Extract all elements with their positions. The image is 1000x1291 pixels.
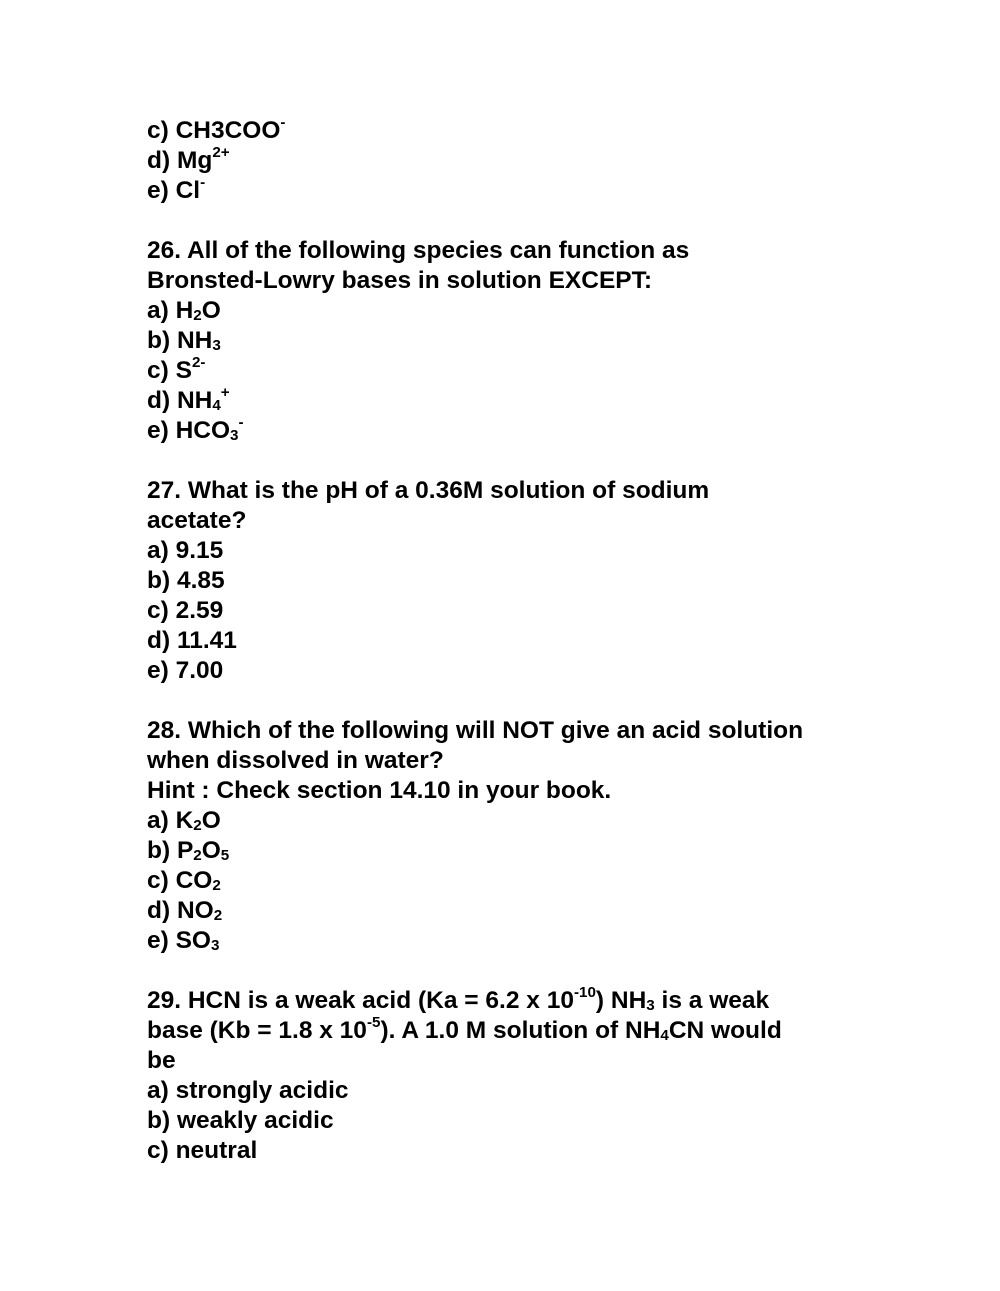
option-letter: d) [147,387,177,414]
answer-option [147,596,907,626]
text-run: 2.59 [175,597,224,624]
spacer [147,446,907,476]
question-26 [147,236,907,446]
text-run: HCO [175,417,231,444]
option-letter: c) [147,357,176,384]
option-letter: a) [147,807,176,834]
question-26-stem-line-1: 26. All of the following species can function as [147,237,690,264]
answer-option [147,836,907,866]
subscript: 2 [193,847,202,865]
subscript: 2 [213,907,223,925]
text-run: K [175,807,194,834]
question-29 [147,986,907,1166]
text-run: Cl [175,177,201,204]
text-run: H [175,297,194,324]
option-letter: a) [147,537,176,564]
answer-option [147,116,907,146]
stem-line [147,986,907,1016]
subscript: 3 [230,427,239,445]
option-letter: d) [147,897,177,924]
text-run: 9.15 [175,537,224,564]
subscript: 4 [660,1027,669,1045]
text-run: 11.41 [176,627,237,654]
text-run: strongly acidic [175,1077,349,1104]
superscript: -10 [573,984,596,1002]
answer-option [147,1136,907,1166]
text-run: NH [176,327,213,354]
option-letter: b) [147,567,177,594]
subscript: 3 [646,997,655,1015]
text-run: 4.85 [176,567,225,594]
option-letter: a) [147,297,176,324]
text-run: CH3COO [175,117,281,144]
option-letter: a) [147,1077,176,1104]
option-letter: e) [147,417,176,444]
worksheet-page [147,116,907,1166]
option-letter: c) [147,117,176,144]
text-run: 29. HCN is a weak acid (Ka = 6.2 x 10 [147,987,574,1014]
superscript: - [238,414,244,432]
option-letter: b) [147,1107,177,1134]
text-run: NO [176,897,214,924]
question-28-options [147,806,907,956]
option-letter: d) [147,627,177,654]
superscript: - [280,114,286,132]
text-run: 7.00 [175,657,224,684]
question-28 [147,716,907,956]
answer-option [147,656,907,686]
answer-option [147,386,907,416]
superscript: - [200,174,206,192]
option-letter: d) [147,147,177,174]
subscript: 3 [212,337,221,355]
text-run: O [201,807,221,834]
option-letter: b) [147,837,177,864]
stem-line [147,1016,907,1046]
question-26-options [147,296,907,446]
option-letter: c) [147,867,176,894]
option-letter: c) [147,1137,176,1164]
text-run: ). A 1.0 M solution of NH [380,1017,661,1044]
answer-option [147,536,907,566]
answer-option [147,866,907,896]
text-run: NH [176,387,213,414]
question-27-stem-line-1: 27. What is the pH of a 0.36M solution of sodium [147,477,710,504]
option-letter: c) [147,597,176,624]
question-28-stem-line-2: when dissolved in water? [147,747,444,774]
option-letter: e) [147,657,176,684]
option-letter: b) [147,327,177,354]
subscript: 2 [193,817,202,835]
question-27 [147,476,907,686]
subscript: 5 [220,847,230,865]
answer-option [147,176,907,206]
text-run: O [201,297,221,324]
text-run: P [176,837,194,864]
subscript: 4 [212,397,221,415]
answer-option [147,1106,907,1136]
spacer [147,206,907,236]
question-28-hint: Hint : Check section 14.10 in your book. [147,777,612,804]
answer-option [147,296,907,326]
subscript: 2 [193,307,202,325]
text-run: CO [175,867,213,894]
question-25-options [147,116,907,206]
text-run: O [201,837,221,864]
answer-option [147,806,907,836]
text-run: ) NH [595,987,647,1014]
answer-option [147,146,907,176]
question-28-stem-line-1: 28. Which of the following will NOT give an acid solution [147,717,804,744]
text-run: SO [175,927,211,954]
text-run: be [147,1047,176,1074]
text-run: weakly acidic [176,1107,334,1134]
text-run: neutral [175,1137,258,1164]
answer-option [147,926,907,956]
text-run: S [175,357,192,384]
question-27-options [147,536,907,686]
answer-option [147,416,907,446]
option-letter: e) [147,927,176,954]
question-29-stem [147,986,907,1076]
question-29-options [147,1076,907,1166]
answer-option [147,356,907,386]
answer-option [147,566,907,596]
superscript: + [220,384,230,402]
subscript: 3 [211,937,220,955]
question-27-stem-line-2: acetate? [147,507,247,534]
text-run: is a weak [654,987,770,1014]
text-run: Mg [176,147,213,174]
spacer [147,956,907,986]
answer-option [147,896,907,926]
option-letter: e) [147,177,176,204]
question-26-stem-line-2: Bronsted-Lowry bases in solution EXCEPT: [147,267,653,294]
superscript: 2+ [212,144,230,162]
spacer [147,686,907,716]
superscript: 2- [191,354,206,372]
answer-option [147,1076,907,1106]
superscript: -5 [366,1014,381,1032]
text-run: CN would [668,1017,782,1044]
stem-line [147,1046,907,1076]
text-run: base (Kb = 1.8 x 10 [147,1017,367,1044]
answer-option [147,626,907,656]
answer-option [147,326,907,356]
subscript: 2 [212,877,221,895]
